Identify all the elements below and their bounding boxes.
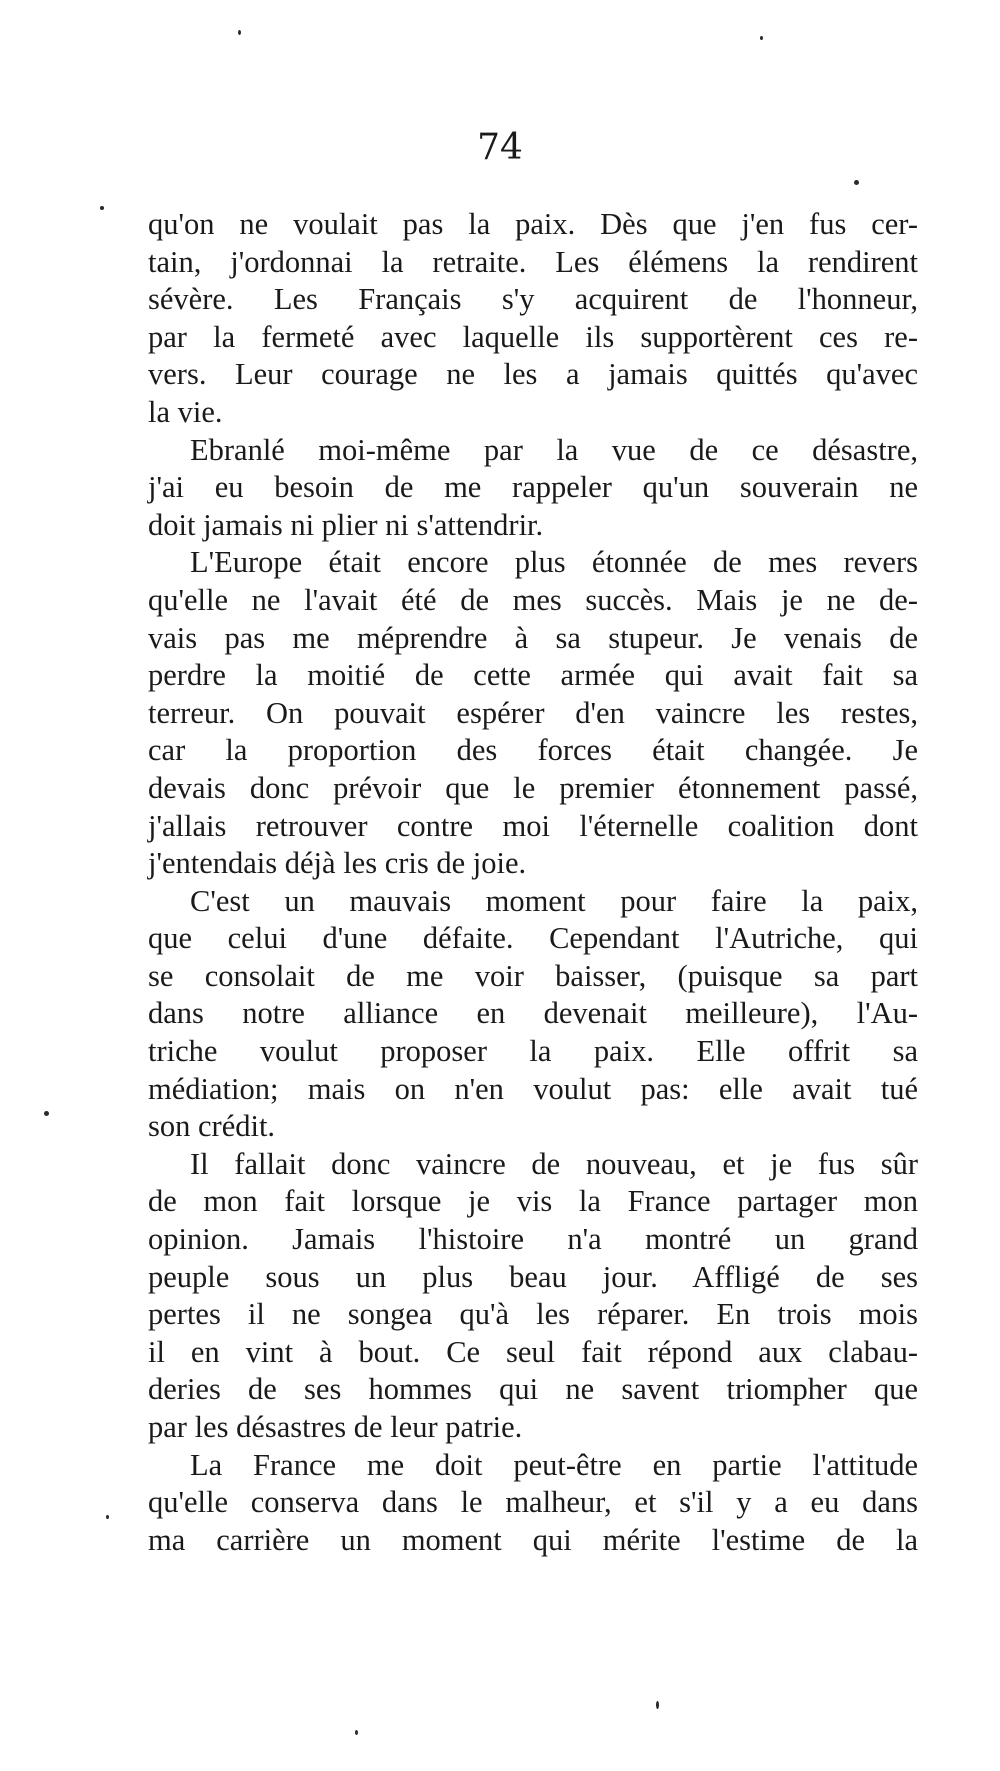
text-line: par les désastres de leur patrie. xyxy=(148,1410,523,1444)
text-line: j'ai eu besoin de me rappeler qu'un souverain ne xyxy=(148,470,918,505)
scan-speck xyxy=(854,180,859,185)
text-line: doit jamais ni plier ni s'attendrir. xyxy=(148,507,544,542)
text-line: que celui d'une défaite. Cependant l'Autriche, qui xyxy=(148,921,918,956)
paragraph xyxy=(148,1447,918,1560)
scan-speck xyxy=(355,1730,358,1735)
text-line: la vie. xyxy=(148,394,223,429)
text-line: de mon fait lorsque je vis la France partager mon xyxy=(148,1184,918,1219)
text-line: pertes il ne songea qu'à les réparer. En trois mois xyxy=(148,1297,918,1332)
text-line: j'entendais déjà les cris de joie. xyxy=(148,846,527,881)
text-line: terreur. On pouvait espérer d'en vaincre les restes, xyxy=(148,695,918,730)
text-line: perdre la moitié de cette armée qui avait fait sa xyxy=(148,658,918,693)
paragraph xyxy=(148,883,918,1146)
text-line: j'allais retrouver contre moi l'éternelle coalition dont xyxy=(148,808,918,843)
paragraph xyxy=(148,1146,918,1447)
text-line: tain, j'ordonnai la retraite. Les élémens la rendirent xyxy=(148,244,918,279)
text-line: Il fallait donc vaincre de nouveau, et je fus sûr xyxy=(190,1146,918,1181)
paragraph xyxy=(148,544,918,882)
text-line: il en vint à bout. Ce seul fait répond aux clabau- xyxy=(148,1334,918,1369)
text-line: triche voulut proposer la paix. Elle offrit sa xyxy=(148,1034,918,1069)
scan-speck xyxy=(44,1111,49,1116)
text-line: car la proportion des forces était changée. Je xyxy=(148,733,918,768)
text-line: qu'elle conserva dans le malheur, et s'il y a eu dans xyxy=(148,1485,918,1520)
text-line: sévère. Les Français s'y acquirent de l'honneur, xyxy=(148,282,918,317)
scan-speck xyxy=(106,1515,109,1519)
scan-speck xyxy=(238,30,241,35)
text-line: C'est un mauvais moment pour faire la paix, xyxy=(190,883,918,918)
text-line: devais donc prévoir que le premier étonnement passé, xyxy=(148,770,918,805)
text-line: vais pas me méprendre à sa stupeur. Je venais de xyxy=(148,620,918,655)
text-line: La France me doit peut-être en partie l'attitude xyxy=(190,1447,918,1482)
page-number: 74 xyxy=(477,127,523,168)
text-line: vers. Leur courage ne les a jamais quittés qu'avec xyxy=(148,357,918,392)
text-line: deries de ses hommes qui ne savent triompher que xyxy=(148,1372,918,1407)
paragraph xyxy=(148,206,918,432)
text-line: ma carrière un moment qui mérite l'estime de la xyxy=(148,1522,918,1557)
text-line: L'Europe était encore plus étonnée de mes revers xyxy=(190,545,918,580)
scan-speck xyxy=(656,1701,659,1709)
text-line: par la fermeté avec laquelle ils supportèrent ces re- xyxy=(148,319,918,354)
text-line: qu'on ne voulait pas la paix. Dès que j'en fus cer- xyxy=(148,207,918,241)
text-line: Ebranlé moi-même par la vue de ce désastre, xyxy=(190,432,918,467)
text-line: qu'elle ne l'avait été de mes succès. Mais je ne de- xyxy=(148,582,918,617)
scan-speck xyxy=(760,36,763,40)
text-line: opinion. Jamais l'histoire n'a montré un grand xyxy=(148,1222,918,1257)
scan-speck xyxy=(100,206,104,210)
text-line: dans notre alliance en devenait meilleure), l'Au- xyxy=(148,996,918,1031)
paragraph xyxy=(148,432,918,545)
text-line: se consolait de me voir baisser, (puisque sa part xyxy=(148,958,918,993)
text-line: peuple sous un plus beau jour. Affligé de ses xyxy=(148,1259,918,1294)
text-line: médiation; mais on n'en voulut pas: elle avait tué xyxy=(148,1071,918,1106)
text-line: son crédit. xyxy=(148,1109,276,1144)
body-text xyxy=(148,206,918,1559)
